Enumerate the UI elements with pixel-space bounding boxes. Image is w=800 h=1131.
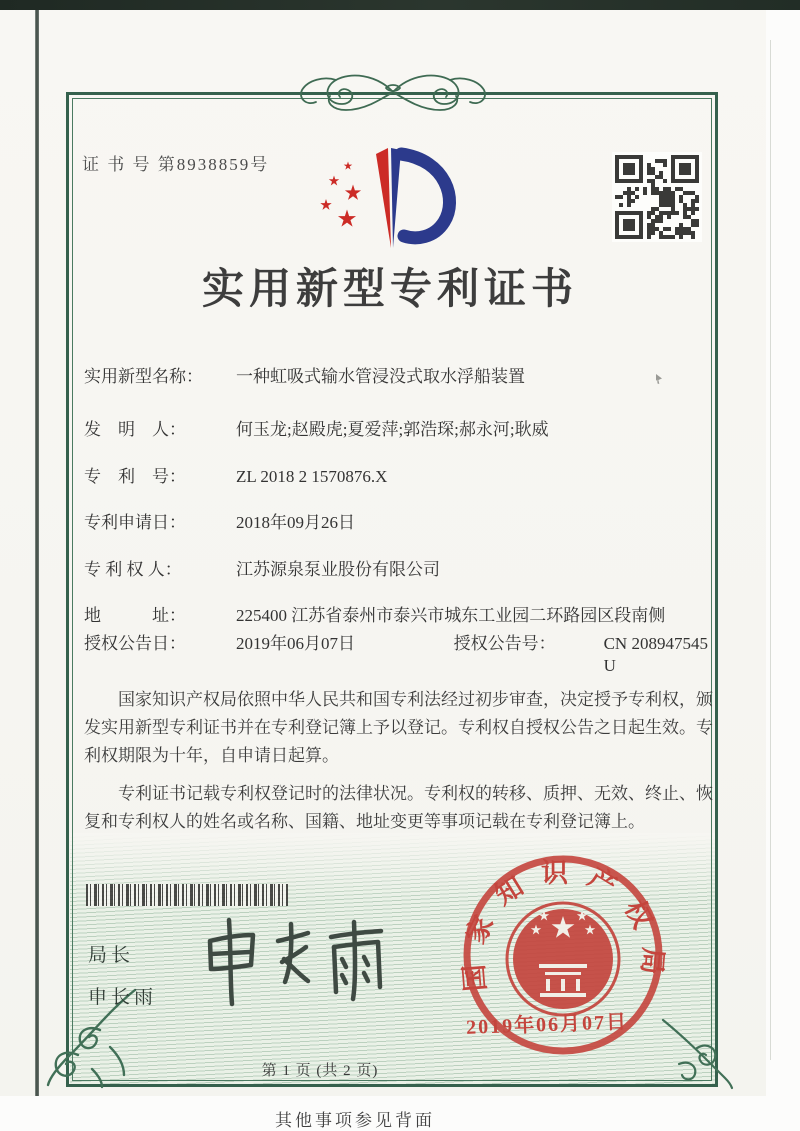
national-emblem-icon: [507, 903, 619, 1015]
legal-paragraph: 国家知识产权局依照中华人民共和国专利法经过初步审查，决定授予专利权，颁发实用新型专利证书并在专利登记簿上予以登记。专利权自授权公告之日起生效。专利权期限为十年，自申请日起算。: [84, 690, 713, 765]
field-value: 江苏源泉泵业股份有限公司: [236, 560, 440, 579]
field-label: 专利申请日：: [84, 513, 186, 532]
field-value: 何玉龙;赵殿虎;夏爱萍;郭浩琛;郝永河;耿威: [236, 420, 549, 439]
page-number: 第 1 页 (共 2 页): [261, 1063, 379, 1079]
field-value: ZL 2018 2 1570876.X: [236, 467, 388, 486]
grant-number-value: CN 208947545 U: [603, 634, 708, 675]
field-row-address: [84, 605, 716, 627]
field-row-patent-number: [84, 466, 716, 488]
commissioner-title: 局长: [88, 945, 135, 966]
field-label: 地 址：: [84, 606, 186, 625]
qr-code: [612, 152, 702, 242]
field-label: 专 利 号：: [84, 467, 186, 486]
seal-agency-text: 国家知识产权局: [460, 858, 666, 993]
grant-date-value: 2019年06月07日: [236, 634, 355, 653]
field-value: 一种虹吸式输水管浸没式取水浮船装置: [236, 367, 525, 386]
field-row-filing-date: [84, 512, 716, 534]
barcode: [86, 884, 288, 906]
top-flourish-ornament: [268, 66, 518, 118]
commissioner-name: 申长雨: [88, 987, 158, 1008]
field-row-utility-model-name: [84, 366, 716, 388]
bottom-right-flourish: [655, 1012, 735, 1090]
field-value: 225400 江苏省泰州市泰兴市城东工业园二环路园区段南侧: [236, 606, 666, 625]
certificate-number: 证 书 号 第8938859号: [82, 155, 270, 174]
field-row-inventors: [84, 419, 716, 441]
cnipa-logo-icon: [306, 140, 466, 258]
grant-date-label: 授权公告日：: [84, 634, 186, 653]
scan-edge-top: [0, 0, 800, 10]
field-row-grant: [84, 633, 716, 677]
field-label: 专 利 权 人：: [84, 560, 182, 579]
seal-date: 2019年06月07日: [465, 1011, 629, 1039]
fields-section: [84, 366, 716, 677]
field-row-patentee: [84, 559, 716, 581]
scan-edge-right: [770, 40, 771, 1060]
back-note: 其他事项参见背面: [275, 1111, 435, 1130]
field-value: 2018年09月26日: [236, 513, 355, 532]
field-label: 实用新型名称：: [84, 367, 203, 386]
legal-text-section: [84, 686, 718, 846]
legal-paragraph: 专利证书记载专利权登记时的法律状况。专利权的转移、质押、无效、终止、恢复和专利权人的姓名或名称、国籍、地址变更等事项记载在专利登记簿上。: [84, 784, 713, 831]
commissioner-signature-handwriting: [195, 906, 405, 1011]
certificate-title: 实用新型专利证书: [201, 267, 578, 313]
scan-spine-line: [35, 10, 39, 1096]
grant-number-label: 授权公告号：: [453, 634, 556, 653]
field-label: 发 明 人：: [84, 420, 186, 439]
commissioner-block: [88, 940, 157, 1024]
